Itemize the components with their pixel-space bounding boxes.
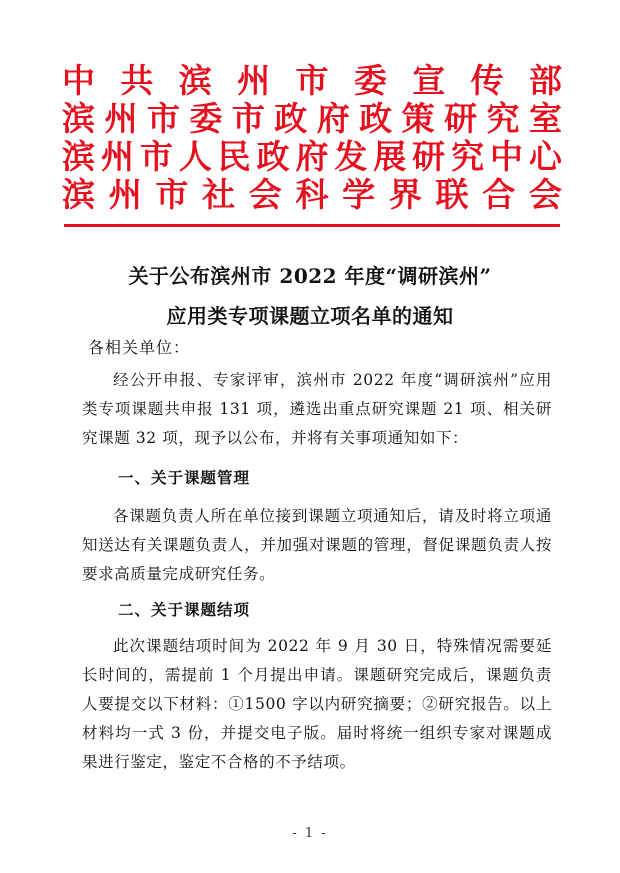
- issuer-line: [62, 138, 562, 176]
- issuer-char: 宣: [412, 61, 446, 100]
- issuer-char: 市: [139, 137, 173, 176]
- issuer-char: 策: [401, 99, 435, 138]
- issuer-char: 科: [295, 175, 329, 214]
- issuer-char: 委: [353, 61, 387, 100]
- issuer-char: 市: [146, 99, 180, 138]
- completion-paragraph: 此次课题结项时间为 2022 年 9 月 30 日，特殊情况需要延长时间的，需提前 1 个月提出申请。课题研究完成后，课题负责人要提交以下材料：①1500 字以内研究摘要；②研究报告。以上材料均一式 3 份，并提交电子版。届时将统一组织专家对课题成果进行鉴定，鉴定不合格的不予结项。: [82, 637, 552, 771]
- management-paragraph: 各课题负责人所在单位接到课题立项通知后，请及时将立项通知送达有关课题负责人，并加强对课题的管理，督促课题负责人按要求高质量完成研究任务。: [82, 507, 552, 583]
- issuer-char: 人: [178, 137, 212, 176]
- issuer-char: 政: [359, 99, 393, 138]
- issuer-char: 委: [189, 99, 223, 138]
- issuer-char: 市: [231, 99, 265, 138]
- issuer-char: 州: [100, 137, 134, 176]
- issuer-char: 滨: [62, 99, 95, 138]
- issuer-char: 中: [489, 137, 523, 176]
- issuer-char: 室: [528, 99, 562, 138]
- section-heading-management: 一、关于课题管理: [118, 469, 251, 487]
- issuer-char: 研: [412, 137, 446, 176]
- issuer-char: 州: [104, 99, 138, 138]
- issuer-char: 府: [316, 99, 350, 138]
- issuer-char: 研: [444, 99, 478, 138]
- issuer-char: 州: [237, 61, 271, 100]
- issuer-char: 滨: [62, 175, 95, 214]
- issuer-char: 合: [482, 175, 516, 214]
- intro-paragraph: 经公开申报、专家评审，滨州市 2022 年度“调研滨州”应用类专项课题共申报 131 项，遴选出重点研究课题 21 项、相关研究课题 32 项，现予以公布，并将有关事项通知如下：: [82, 371, 552, 447]
- issuer-char: 究: [486, 99, 520, 138]
- issuer-char: 府: [295, 137, 329, 176]
- issuer-char: 发: [334, 137, 368, 176]
- issuer-char: 部: [529, 61, 562, 100]
- issuer-line: [62, 62, 562, 100]
- salutation: 各相关单位：: [88, 338, 191, 357]
- issuer-char: 滨: [178, 61, 212, 100]
- issuer-char: 政: [274, 99, 308, 138]
- issuer-line: [62, 100, 562, 138]
- issuer-char: 民: [217, 137, 251, 176]
- issuer-char: 市: [295, 61, 329, 100]
- red-separator-line: [64, 224, 560, 227]
- issuer-char: 社: [202, 175, 236, 214]
- issuer-char: 学: [342, 175, 376, 214]
- issuer-char: 联: [435, 175, 469, 214]
- issuer-char: 共: [120, 61, 154, 100]
- issuer-char: 市: [155, 175, 189, 214]
- issuer-char: 究: [451, 137, 485, 176]
- issuing-organizations: [62, 62, 562, 214]
- page-number: - 1 -: [292, 826, 328, 841]
- issuer-char: 展: [373, 137, 407, 176]
- issuer-char: 州: [108, 175, 142, 214]
- issuer-char: 传: [470, 61, 504, 100]
- issuer-char: 政: [256, 137, 290, 176]
- issuer-line: [62, 176, 562, 214]
- issuer-char: 界: [388, 175, 422, 214]
- issuer-char: 会: [248, 175, 282, 214]
- issuer-char: 心: [528, 137, 562, 176]
- issuer-char: 中: [62, 61, 95, 100]
- issuer-char: 滨: [62, 137, 95, 176]
- section-heading-completion: 二、关于课题结项: [118, 601, 251, 619]
- document-title-line-2: 应用类专项课题立项名单的通知: [166, 304, 454, 328]
- issuer-char: 会: [528, 175, 562, 214]
- document-title-line-1: 关于公布滨州市 2022 年度“调研滨州”: [128, 264, 492, 288]
